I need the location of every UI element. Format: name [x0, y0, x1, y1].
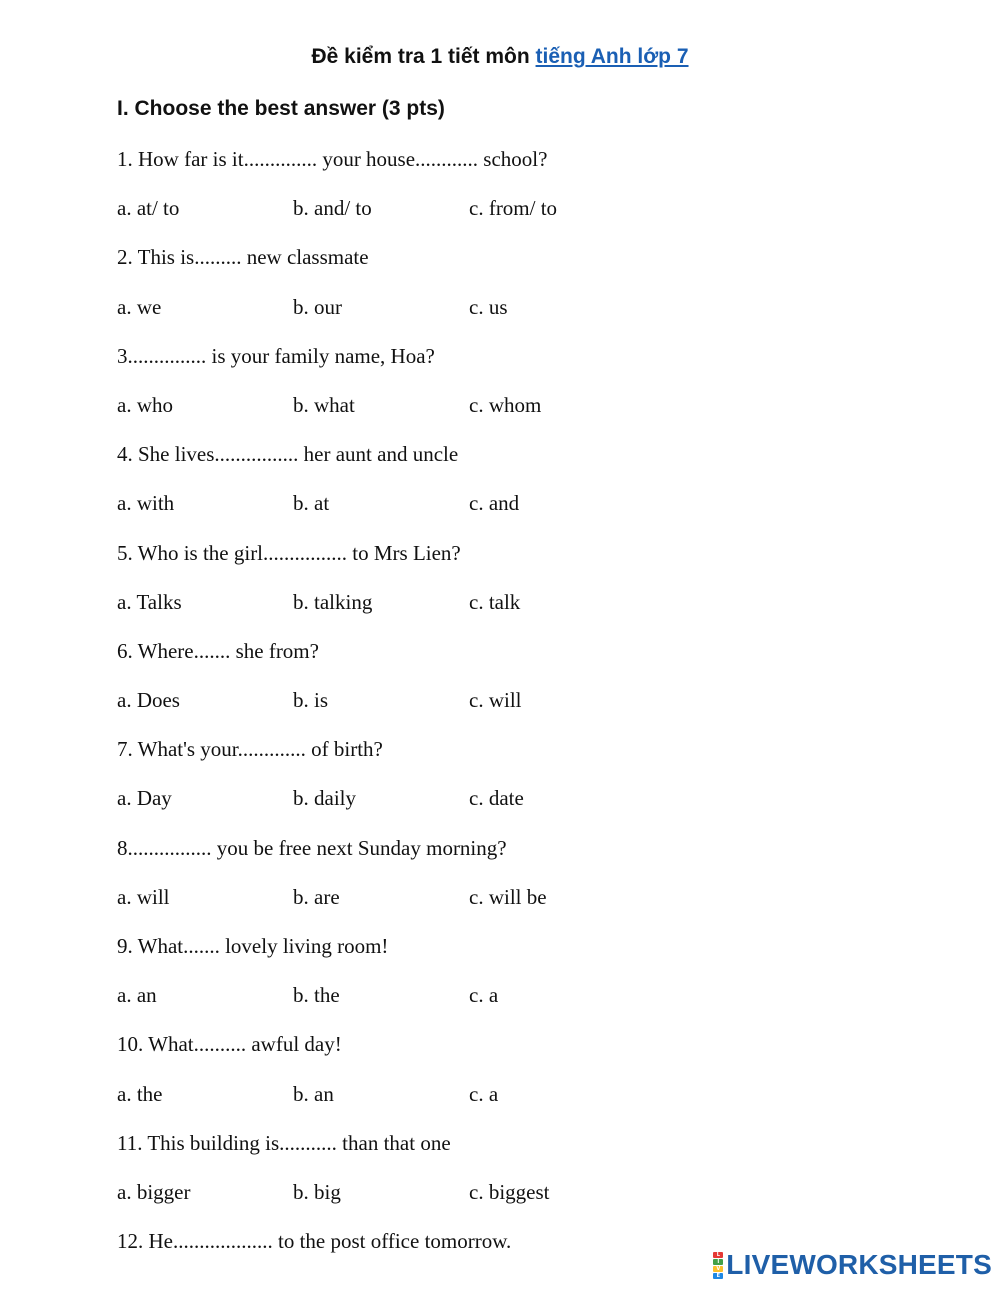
- question-1-option-b[interactable]: b. and/ to: [293, 196, 372, 221]
- question-8-option-b[interactable]: b. are: [293, 884, 340, 909]
- question-10-options: [117, 1079, 917, 1128]
- logo-tiles-icon: [713, 1252, 723, 1279]
- logo-text: LIVEWORKSHEETS: [726, 1249, 992, 1280]
- question-4-options: [117, 488, 917, 537]
- question-4-option-a[interactable]: a. with: [117, 491, 175, 516]
- question-3-option-c[interactable]: c. whom: [469, 392, 542, 417]
- logo-tile-i: I: [713, 1259, 723, 1265]
- question-8-option-c[interactable]: c. will be: [469, 884, 547, 909]
- question-5-options: [117, 587, 917, 636]
- question-5-option-a[interactable]: a. Talks: [117, 589, 182, 614]
- question-2-option-a[interactable]: a. we: [117, 294, 162, 319]
- question-1-option-c[interactable]: c. from/ to: [469, 196, 558, 221]
- logo-tile-e: E: [713, 1273, 723, 1279]
- question-9-text: 9. What....... lovely living room!: [117, 934, 389, 958]
- question-11-option-a[interactable]: a. bigger: [117, 1179, 191, 1204]
- title-link[interactable]: tiếng Anh lớp 7: [535, 45, 689, 68]
- question-9-option-a[interactable]: a. an: [117, 983, 157, 1008]
- question-5-option-b[interactable]: b. talking: [293, 589, 373, 614]
- question-11-text: 11. This building is........... than that one: [117, 1130, 451, 1155]
- question-8-option-a[interactable]: a. will: [117, 884, 170, 909]
- question-8-text: 8................ you be free next Sunday morning?: [117, 835, 507, 860]
- question-6-option-b[interactable]: b. is: [293, 688, 329, 713]
- title-prefix: Đề kiểm tra 1 tiết môn: [311, 45, 536, 68]
- question-7-option-a[interactable]: a. Day: [117, 786, 172, 811]
- question-10-option-a[interactable]: a. the: [117, 1081, 163, 1106]
- question-3-option-b[interactable]: b. what: [293, 392, 355, 417]
- question-4-option-c[interactable]: c. and: [469, 491, 520, 516]
- question-2-option-b[interactable]: b. our: [293, 294, 342, 319]
- logo-tile-l: L: [713, 1252, 723, 1258]
- question-8-options: [117, 882, 917, 931]
- question-2-option-c[interactable]: c. us: [469, 294, 508, 319]
- question-6-options: [117, 685, 917, 734]
- question-3-text: 3............... is your family name, Hoa?: [117, 343, 435, 368]
- question-10-text: 10. What.......... awful day!: [117, 1032, 342, 1057]
- question-1-options: [117, 193, 917, 242]
- question-6-option-c[interactable]: c. will: [469, 688, 522, 713]
- question-7-option-c[interactable]: c. date: [469, 786, 524, 811]
- question-12-text: 12. He................... to the post office tomorrow.: [117, 1229, 512, 1254]
- question-5-text: 5. Who is the girl................ to Mrs Lien?: [117, 540, 461, 565]
- page-title: [0, 42, 1000, 72]
- question-2-text: 2. This is......... new classmate: [117, 245, 369, 270]
- question-7-text: 7. What's your............. of birth?: [117, 737, 383, 762]
- question-3-option-a[interactable]: a. who: [117, 392, 173, 417]
- question-1-text: 1. How far is it.............. your house............ school?: [117, 147, 548, 171]
- section-heading: I. Choose the best answer (3 pts): [117, 97, 445, 120]
- question-7-options: [117, 783, 917, 832]
- question-4-text: 4. She lives................ her aunt and uncle: [117, 442, 459, 467]
- question-3-options: [117, 390, 917, 439]
- question-11-option-c[interactable]: c. biggest: [469, 1179, 550, 1204]
- question-10-option-c[interactable]: c. a: [469, 1081, 499, 1106]
- question-11-options: [117, 1177, 917, 1226]
- logo-tile-v: V: [713, 1266, 723, 1272]
- question-10-option-b[interactable]: b. an: [293, 1081, 334, 1106]
- question-2-options: [117, 292, 917, 341]
- question-6-option-a[interactable]: a. Does: [117, 688, 180, 713]
- question-11-option-b[interactable]: b. big: [293, 1179, 341, 1204]
- question-6-text: 6. Where....... she from?: [117, 638, 319, 663]
- question-9-option-c[interactable]: c. a: [469, 983, 499, 1008]
- question-9-options: [117, 980, 917, 1029]
- question-7-option-b[interactable]: b. daily: [293, 786, 356, 811]
- question-5-option-c[interactable]: c. talk: [469, 589, 521, 614]
- question-4-option-b[interactable]: b. at: [293, 491, 330, 516]
- question-1-option-a[interactable]: a. at/ to: [117, 196, 180, 221]
- liveworksheets-logo: [713, 1249, 992, 1281]
- question-list: [117, 144, 917, 1275]
- question-9-option-b[interactable]: b. the: [293, 983, 340, 1008]
